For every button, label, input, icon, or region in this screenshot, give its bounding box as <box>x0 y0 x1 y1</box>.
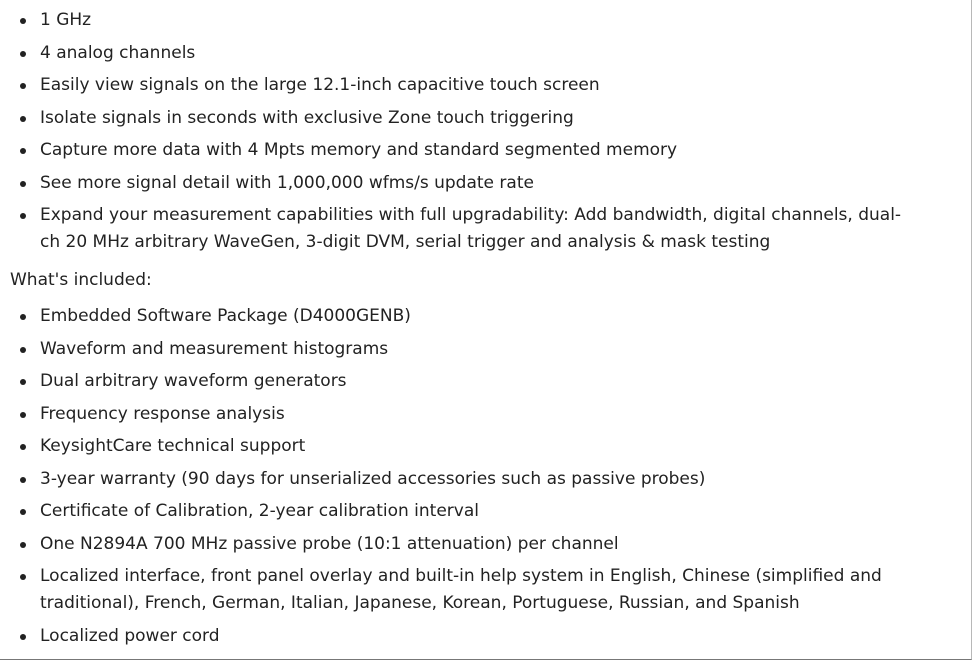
included-item: Waveform and measurement histograms <box>10 336 910 363</box>
feature-item: See more signal detail with 1,000,000 wfms/s update rate <box>10 170 910 197</box>
included-item: Localized interface, front panel overlay and built-in help system in English, Chinese (simplified and traditional), French, German, Italian, Japanese, Korean, Portuguese, Russian, and Spanish <box>10 563 910 617</box>
feature-item: Capture more data with 4 Mpts memory and standard segmented memory <box>10 137 910 164</box>
whats-included-heading: What's included: <box>10 270 152 290</box>
included-item: 3-year warranty (90 days for unserialized accessories such as passive probes) <box>10 466 910 493</box>
features-list <box>10 7 910 256</box>
included-item: Certificate of Calibration, 2-year calibration interval <box>10 498 910 525</box>
feature-item: Isolate signals in seconds with exclusive Zone touch triggering <box>10 105 910 132</box>
feature-item: 1 GHz <box>10 7 910 34</box>
feature-item: 4 analog channels <box>10 40 910 67</box>
included-item: Frequency response analysis <box>10 401 910 428</box>
included-item: Embedded Software Package (D4000GENB) <box>10 303 910 330</box>
feature-item: Expand your measurement capabilities with full upgradability: Add bandwidth, digital channels, dual-ch 20 MHz arbitrary WaveGen, 3-digit DVM, serial trigger and analysis & mask testing <box>10 202 910 256</box>
feature-item: Easily view signals on the large 12.1-inch capacitive touch screen <box>10 72 910 99</box>
product-description <box>10 7 910 655</box>
included-item: Dual arbitrary waveform generators <box>10 368 910 395</box>
included-item: Localized power cord <box>10 623 910 650</box>
included-item: One N2894A 700 MHz passive probe (10:1 attenuation) per channel <box>10 531 910 558</box>
included-list <box>10 303 910 650</box>
included-item: KeysightCare technical support <box>10 433 910 460</box>
